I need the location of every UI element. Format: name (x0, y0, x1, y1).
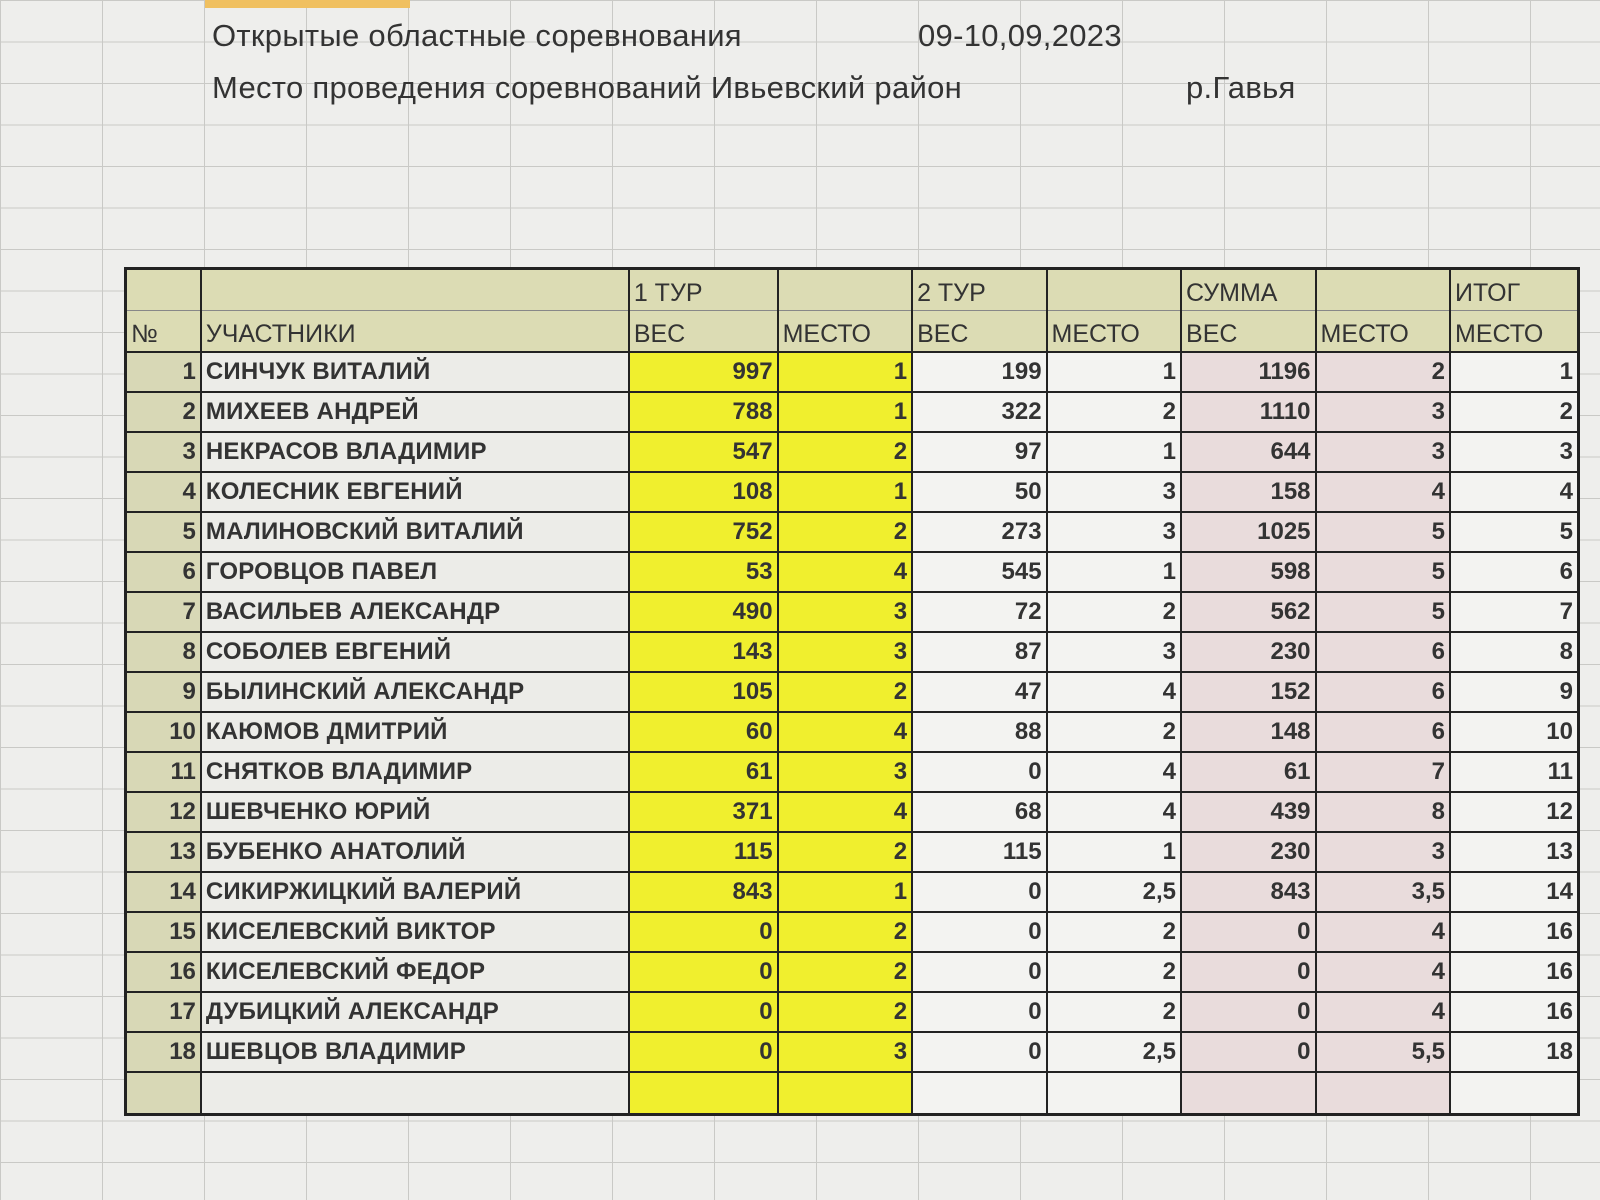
participant-name-cell[interactable]: ДУБИЦКИЙ АЛЕКСАНДР (201, 992, 629, 1032)
tour1-weight-cell[interactable]: 53 (629, 552, 778, 592)
total-place-cell[interactable]: 2 (1450, 392, 1579, 432)
tour1-weight-cell[interactable]: 997 (629, 352, 778, 392)
row-number-cell[interactable]: 16 (126, 952, 201, 992)
row-number-cell[interactable]: 17 (126, 992, 201, 1032)
tour2-place-cell[interactable]: 1 (1047, 432, 1181, 472)
row-number-cell[interactable]: 9 (126, 672, 201, 712)
tour2-place-cell[interactable]: 3 (1047, 512, 1181, 552)
empty-cell[interactable] (629, 1072, 778, 1115)
table-row (126, 1032, 1579, 1072)
tour1-weight-cell[interactable]: 843 (629, 872, 778, 912)
tour1-weight-cell[interactable]: 490 (629, 592, 778, 632)
participant-name-cell[interactable]: БУБЕНКО АНАТОЛИЙ (201, 832, 629, 872)
sum-place-cell[interactable]: 3,5 (1316, 872, 1450, 912)
total-place-cell[interactable]: 12 (1450, 792, 1579, 832)
tour1-weight-cell[interactable]: 752 (629, 512, 778, 552)
sum-weight-cell[interactable]: 843 (1181, 872, 1315, 912)
empty-table-row (126, 1072, 1579, 1115)
tour2-weight-cell[interactable]: 545 (912, 552, 1046, 592)
participant-name-cell[interactable]: НЕКРАСОВ ВЛАДИМИР (201, 432, 629, 472)
table-row (126, 752, 1579, 792)
tour2-weight-cell[interactable]: 0 (912, 1032, 1046, 1072)
tour1-weight-cell[interactable]: 60 (629, 712, 778, 752)
tour1-weight-cell[interactable]: 61 (629, 752, 778, 792)
sum-weight-cell[interactable]: 148 (1181, 712, 1315, 752)
tour1-weight-cell[interactable]: 547 (629, 432, 778, 472)
group-header-row (126, 269, 1579, 311)
empty-cell[interactable] (126, 1072, 201, 1115)
sum-place-cell[interactable]: 2 (1316, 352, 1450, 392)
tour2-weight-cell[interactable]: 0 (912, 752, 1046, 792)
tour2-place-cell[interactable]: 2 (1047, 992, 1181, 1032)
table-row (126, 912, 1579, 952)
header-cell[interactable] (1316, 269, 1450, 311)
sum-place-cell[interactable]: 8 (1316, 792, 1450, 832)
tour2-weight-cell[interactable]: 0 (912, 912, 1046, 952)
tour2-weight-header[interactable]: ВЕС (912, 311, 1046, 353)
empty-cell[interactable] (201, 1072, 629, 1115)
tour2-place-cell[interactable]: 2,5 (1047, 872, 1181, 912)
tour2-weight-cell[interactable]: 322 (912, 392, 1046, 432)
participant-name-cell[interactable]: СИКИРЖИЦКИЙ ВАЛЕРИЙ (201, 872, 629, 912)
row-number-cell[interactable]: 5 (126, 512, 201, 552)
tour2-place-cell[interactable]: 4 (1047, 672, 1181, 712)
sum-place-cell[interactable]: 4 (1316, 952, 1450, 992)
tour2-place-cell[interactable]: 2 (1047, 912, 1181, 952)
tour1-place-cell[interactable]: 2 (778, 832, 912, 872)
results-body (126, 352, 1579, 1115)
row-number-cell[interactable]: 4 (126, 472, 201, 512)
tour1-place-cell[interactable]: 3 (778, 1032, 912, 1072)
tour1-weight-cell[interactable]: 0 (629, 952, 778, 992)
table-row (126, 512, 1579, 552)
tour1-weight-cell[interactable]: 143 (629, 632, 778, 672)
sum-weight-cell[interactable]: 1196 (1181, 352, 1315, 392)
competition-river: р.Гавья (1186, 70, 1296, 105)
row-number-cell[interactable]: 8 (126, 632, 201, 672)
row-number-cell[interactable]: 7 (126, 592, 201, 632)
header-cell[interactable] (1047, 269, 1181, 311)
tour2-place-cell[interactable]: 2 (1047, 392, 1181, 432)
row-number-cell[interactable]: 18 (126, 1032, 201, 1072)
participant-name-cell[interactable]: КИСЕЛЕВСКИЙ ВИКТОР (201, 912, 629, 952)
tour1-weight-cell[interactable]: 0 (629, 992, 778, 1032)
participant-name-cell[interactable]: ШЕВЧЕНКО ЮРИЙ (201, 792, 629, 832)
sum-place-cell[interactable]: 5 (1316, 512, 1450, 552)
tour2-place-cell[interactable]: 2 (1047, 592, 1181, 632)
tour2-weight-cell[interactable]: 47 (912, 672, 1046, 712)
participant-name-cell[interactable]: СИНЧУК ВИТАЛИЙ (201, 352, 629, 392)
empty-cell[interactable] (912, 1072, 1046, 1115)
tour2-weight-cell[interactable]: 0 (912, 872, 1046, 912)
participant-name-cell[interactable]: СОБОЛЕВ ЕВГЕНИЙ (201, 632, 629, 672)
row-number-cell[interactable]: 14 (126, 872, 201, 912)
tour2-weight-cell[interactable]: 273 (912, 512, 1046, 552)
sum-weight-header[interactable]: ВЕС (1181, 311, 1315, 353)
tour1-group-header[interactable]: 1 ТУР (629, 269, 778, 311)
tour1-weight-header[interactable]: ВЕС (629, 311, 778, 353)
sum-weight-cell[interactable]: 439 (1181, 792, 1315, 832)
sum-weight-cell[interactable]: 61 (1181, 752, 1315, 792)
table-row (126, 992, 1579, 1032)
total-place-cell[interactable]: 16 (1450, 992, 1579, 1032)
header-cell[interactable] (201, 269, 629, 311)
table-row (126, 392, 1579, 432)
sum-weight-cell[interactable]: 158 (1181, 472, 1315, 512)
row-number-cell[interactable]: 3 (126, 432, 201, 472)
total-place-cell[interactable]: 7 (1450, 592, 1579, 632)
sum-weight-cell[interactable]: 1025 (1181, 512, 1315, 552)
sum-place-cell[interactable]: 6 (1316, 672, 1450, 712)
total-place-cell[interactable]: 4 (1450, 472, 1579, 512)
row-number-cell[interactable]: 6 (126, 552, 201, 592)
tour1-place-cell[interactable]: 2 (778, 512, 912, 552)
tour1-place-cell[interactable]: 3 (778, 592, 912, 632)
tour1-place-cell[interactable]: 2 (778, 912, 912, 952)
table-row (126, 872, 1579, 912)
sum-weight-cell[interactable]: 598 (1181, 552, 1315, 592)
tour1-weight-cell[interactable]: 115 (629, 832, 778, 872)
tour1-place-cell[interactable]: 4 (778, 792, 912, 832)
tour2-weight-cell[interactable]: 72 (912, 592, 1046, 632)
total-place-cell[interactable]: 10 (1450, 712, 1579, 752)
results-table (124, 267, 1580, 1116)
table-row (126, 432, 1579, 472)
empty-cell[interactable] (1047, 1072, 1181, 1115)
empty-cell[interactable] (1181, 1072, 1315, 1115)
tour2-weight-cell[interactable]: 68 (912, 792, 1046, 832)
table-row (126, 672, 1579, 712)
sum-place-cell[interactable]: 5 (1316, 592, 1450, 632)
tour2-weight-cell[interactable]: 115 (912, 832, 1046, 872)
tour1-weight-cell[interactable]: 0 (629, 1032, 778, 1072)
table-row (126, 952, 1579, 992)
total-place-cell[interactable]: 14 (1450, 872, 1579, 912)
row-number-cell[interactable]: 11 (126, 752, 201, 792)
num-column-header[interactable]: № (126, 311, 201, 353)
sum-place-cell[interactable]: 4 (1316, 912, 1450, 952)
sum-weight-cell[interactable]: 230 (1181, 832, 1315, 872)
table-row (126, 552, 1579, 592)
sum-place-cell[interactable]: 7 (1316, 752, 1450, 792)
participant-name-cell[interactable]: МАЛИНОВСКИЙ ВИТАЛИЙ (201, 512, 629, 552)
sum-weight-cell[interactable]: 152 (1181, 672, 1315, 712)
tour1-place-cell[interactable]: 3 (778, 752, 912, 792)
row-number-cell[interactable]: 10 (126, 712, 201, 752)
tour1-weight-cell[interactable]: 371 (629, 792, 778, 832)
tour1-weight-cell[interactable]: 0 (629, 912, 778, 952)
table-row (126, 352, 1579, 392)
tour2-place-cell[interactable]: 4 (1047, 752, 1181, 792)
total-place-cell[interactable]: 9 (1450, 672, 1579, 712)
participant-name-cell[interactable]: СНЯТКОВ ВЛАДИМИР (201, 752, 629, 792)
table-row (126, 472, 1579, 512)
tour2-weight-cell[interactable]: 97 (912, 432, 1046, 472)
tour2-place-cell[interactable]: 3 (1047, 472, 1181, 512)
tour2-weight-cell[interactable]: 0 (912, 992, 1046, 1032)
tour2-place-cell[interactable]: 1 (1047, 352, 1181, 392)
tour1-place-cell[interactable]: 4 (778, 712, 912, 752)
sum-place-cell[interactable]: 4 (1316, 472, 1450, 512)
tour2-place-cell[interactable]: 1 (1047, 832, 1181, 872)
tour1-place-cell[interactable]: 2 (778, 672, 912, 712)
sum-place-cell[interactable]: 6 (1316, 712, 1450, 752)
empty-cell[interactable] (778, 1072, 912, 1115)
sum-place-cell[interactable]: 3 (1316, 832, 1450, 872)
tour2-weight-cell[interactable]: 88 (912, 712, 1046, 752)
sum-place-cell[interactable]: 5,5 (1316, 1032, 1450, 1072)
tour2-place-cell[interactable]: 3 (1047, 632, 1181, 672)
tour1-weight-cell[interactable]: 788 (629, 392, 778, 432)
tour2-place-header[interactable]: МЕСТО (1047, 311, 1181, 353)
top-color-band (205, 0, 410, 8)
tour2-weight-cell[interactable]: 87 (912, 632, 1046, 672)
total-place-header[interactable]: МЕСТО (1450, 311, 1579, 353)
sum-weight-cell[interactable]: 562 (1181, 592, 1315, 632)
row-number-cell[interactable]: 15 (126, 912, 201, 952)
tour1-place-cell[interactable]: 1 (778, 352, 912, 392)
participant-name-cell[interactable]: КАЮМОВ ДМИТРИЙ (201, 712, 629, 752)
table-row (126, 832, 1579, 872)
table-row (126, 712, 1579, 752)
tour1-place-cell[interactable]: 2 (778, 432, 912, 472)
participant-name-cell[interactable]: КОЛЕСНИК ЕВГЕНИЙ (201, 472, 629, 512)
total-place-cell[interactable]: 6 (1450, 552, 1579, 592)
sum-place-cell[interactable]: 3 (1316, 432, 1450, 472)
column-header-row (126, 311, 1579, 353)
total-group-header[interactable]: ИТОГ (1450, 269, 1579, 311)
row-number-cell[interactable]: 13 (126, 832, 201, 872)
table-row (126, 632, 1579, 672)
sum-weight-cell[interactable]: 644 (1181, 432, 1315, 472)
competition-title: Открытые областные соревнования (212, 18, 742, 53)
sum-weight-cell[interactable]: 0 (1181, 912, 1315, 952)
tour2-weight-cell[interactable]: 50 (912, 472, 1046, 512)
total-place-cell[interactable]: 16 (1450, 952, 1579, 992)
sum-weight-cell[interactable]: 1110 (1181, 392, 1315, 432)
row-number-cell[interactable]: 12 (126, 792, 201, 832)
sum-place-header[interactable]: МЕСТО (1316, 311, 1450, 353)
tour1-weight-cell[interactable]: 108 (629, 472, 778, 512)
empty-cell[interactable] (1316, 1072, 1450, 1115)
sum-group-header[interactable]: СУММА (1181, 269, 1315, 311)
total-place-cell[interactable]: 8 (1450, 632, 1579, 672)
sum-weight-cell[interactable]: 230 (1181, 632, 1315, 672)
total-place-cell[interactable]: 13 (1450, 832, 1579, 872)
tour1-place-cell[interactable]: 1 (778, 472, 912, 512)
participant-name-cell[interactable]: ВАСИЛЬЕВ АЛЕКСАНДР (201, 592, 629, 632)
participant-name-cell[interactable]: КИСЕЛЕВСКИЙ ФЕДОР (201, 952, 629, 992)
sum-weight-cell[interactable]: 0 (1181, 992, 1315, 1032)
tour2-place-cell[interactable]: 1 (1047, 552, 1181, 592)
tour2-place-cell[interactable]: 2 (1047, 952, 1181, 992)
tour2-weight-cell[interactable]: 199 (912, 352, 1046, 392)
total-place-cell[interactable]: 11 (1450, 752, 1579, 792)
tour1-place-cell[interactable]: 1 (778, 392, 912, 432)
sum-weight-cell[interactable]: 0 (1181, 1032, 1315, 1072)
participant-name-cell[interactable]: МИХЕЕВ АНДРЕЙ (201, 392, 629, 432)
sum-place-cell[interactable]: 5 (1316, 552, 1450, 592)
sum-place-cell[interactable]: 4 (1316, 992, 1450, 1032)
total-place-cell[interactable]: 16 (1450, 912, 1579, 952)
empty-cell[interactable] (1450, 1072, 1579, 1115)
total-place-cell[interactable]: 18 (1450, 1032, 1579, 1072)
competition-date: 09-10,09,2023 (918, 18, 1122, 53)
sum-weight-cell[interactable]: 0 (1181, 952, 1315, 992)
tour2-place-cell[interactable]: 2,5 (1047, 1032, 1181, 1072)
sum-place-cell[interactable]: 6 (1316, 632, 1450, 672)
tour2-weight-cell[interactable]: 0 (912, 952, 1046, 992)
tour1-place-cell[interactable]: 2 (778, 952, 912, 992)
participant-name-cell[interactable]: БЫЛИНСКИЙ АЛЕКСАНДР (201, 672, 629, 712)
table-row (126, 792, 1579, 832)
tour2-group-header[interactable]: 2 ТУР (912, 269, 1046, 311)
table-row (126, 592, 1579, 632)
total-place-cell[interactable]: 1 (1450, 352, 1579, 392)
participants-column-header[interactable]: УЧАСТНИКИ (201, 311, 629, 353)
sum-place-cell[interactable]: 3 (1316, 392, 1450, 432)
tour1-place-cell[interactable]: 2 (778, 992, 912, 1032)
tour1-place-header[interactable]: МЕСТО (778, 311, 912, 353)
tour2-place-cell[interactable]: 2 (1047, 712, 1181, 752)
participant-name-cell[interactable]: ГОРОВЦОВ ПАВЕЛ (201, 552, 629, 592)
competition-venue: Место проведения соревнований Ивьевский район (212, 70, 963, 105)
row-number-cell[interactable]: 1 (126, 352, 201, 392)
participant-name-cell[interactable]: ШЕВЦОВ ВЛАДИМИР (201, 1032, 629, 1072)
tour1-place-cell[interactable]: 3 (778, 632, 912, 672)
tour2-place-cell[interactable]: 4 (1047, 792, 1181, 832)
tour1-place-cell[interactable]: 1 (778, 872, 912, 912)
header-cell[interactable] (778, 269, 912, 311)
tour1-place-cell[interactable]: 4 (778, 552, 912, 592)
header-cell[interactable] (126, 269, 201, 311)
total-place-cell[interactable]: 3 (1450, 432, 1579, 472)
tour1-weight-cell[interactable]: 105 (629, 672, 778, 712)
row-number-cell[interactable]: 2 (126, 392, 201, 432)
total-place-cell[interactable]: 5 (1450, 512, 1579, 552)
